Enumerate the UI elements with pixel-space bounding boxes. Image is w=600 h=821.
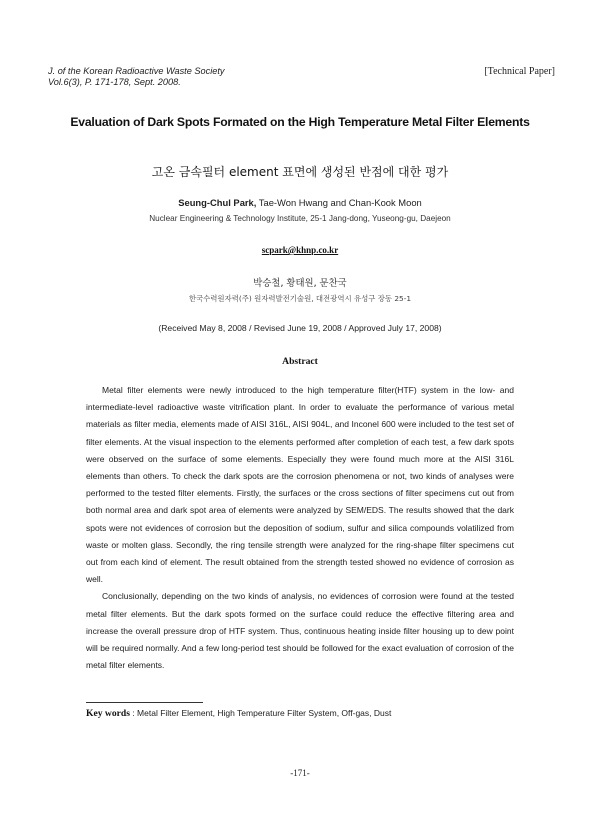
author-affiliation: Nuclear Engineering & Technology Institute, 25-1 Jang-dong, Yuseong-gu, Daejeon <box>149 214 451 223</box>
author-list <box>0 197 600 208</box>
paper-title-korean: 고온 금속필터 element 표면에 생성된 반점에 대한 평가 <box>151 165 449 179</box>
paper-title: Evaluation of Dark Spots Formated on the High Temperature Metal Filter Elements <box>70 115 530 129</box>
keywords-text: : Metal Filter Element, High Temperature Filter System, Off-gas, Dust <box>129 708 392 718</box>
abstract-paragraph: Metal filter elements were newly introduced to the high temperature filter(HTF) system in the low- and intermediate-level radioactive waste vitrification plant. In order to evaluate the performance of various metal materials as filter media, elements made of AISI 316L, AISI 904L, and Inconel 600 were included to the test set of filter elements. At the visual inspection to the elements performed after completion of each test, a few dark spots were observed on the surface of some elements. Especially they were found much more at the AISI 316L elements than others. To check the dark spots are the corrosion phenomena or not, two kinds of analyses were performed to the tested filter elements. Firstly, the surfaces or the cross sections of filter specimens cut out from both normal area and dark spot area of elements were analyzed by SEM/EDS. The results showed that the dark spots were not evidences of corrosion but the deposition of sodium, sulfur and silica compounds volatilized from waste or molten glass. Secondly, the ring tensile strength were analyzed for the ring-shape filter specimens cut out from each kind of element. The result obtained from the strength tested showed no evidence of corrosion as well. <box>86 385 514 585</box>
abstract-body <box>86 382 514 674</box>
co-authors: Tae-Won Hwang and Chan-Kook Moon <box>256 197 422 208</box>
author-affiliation-korean: 한국수력원자력(주) 원자력발전기술원, 대전광역시 유성구 장동 25-1 <box>188 294 412 303</box>
paper-type-label: [Technical Paper] <box>484 66 555 77</box>
journal-citation <box>48 66 225 88</box>
keywords-line <box>86 708 526 719</box>
lead-author: Seung-Chul Park, <box>178 197 257 208</box>
keywords-divider <box>86 702 203 703</box>
author-list-korean: 박승철, 황태원, 문찬국 <box>253 278 347 289</box>
email-line <box>0 245 600 255</box>
journal-name: J. of the Korean Radioactive Waste Society <box>48 66 225 76</box>
author-email-link[interactable]: scpark@khnp.co.kr <box>261 245 339 255</box>
page-number: -171- <box>290 768 310 778</box>
submission-dates: (Received May 8, 2008 / Revised June 19, 2008 / Approved July 17, 2008) <box>158 323 442 333</box>
keywords-label: Key words <box>86 708 130 719</box>
journal-volume: Vol.6(3), P. 171-178, Sept. 2008. <box>48 77 181 87</box>
abstract-paragraph: Conclusionally, depending on the two kinds of analysis, no evidences of corrosion were found at the tested metal filter elements. But the dark spots formed on the surface could reduce the effective filtering area and increase the overall pressure drop of HTF system. Thus, continuous heating inside filter housing up to dew point will be required normally. And a few long-period test should be followed for the exact evaluation of corrosion of the metal filter elements. <box>86 591 514 671</box>
abstract-heading: Abstract <box>282 356 318 367</box>
